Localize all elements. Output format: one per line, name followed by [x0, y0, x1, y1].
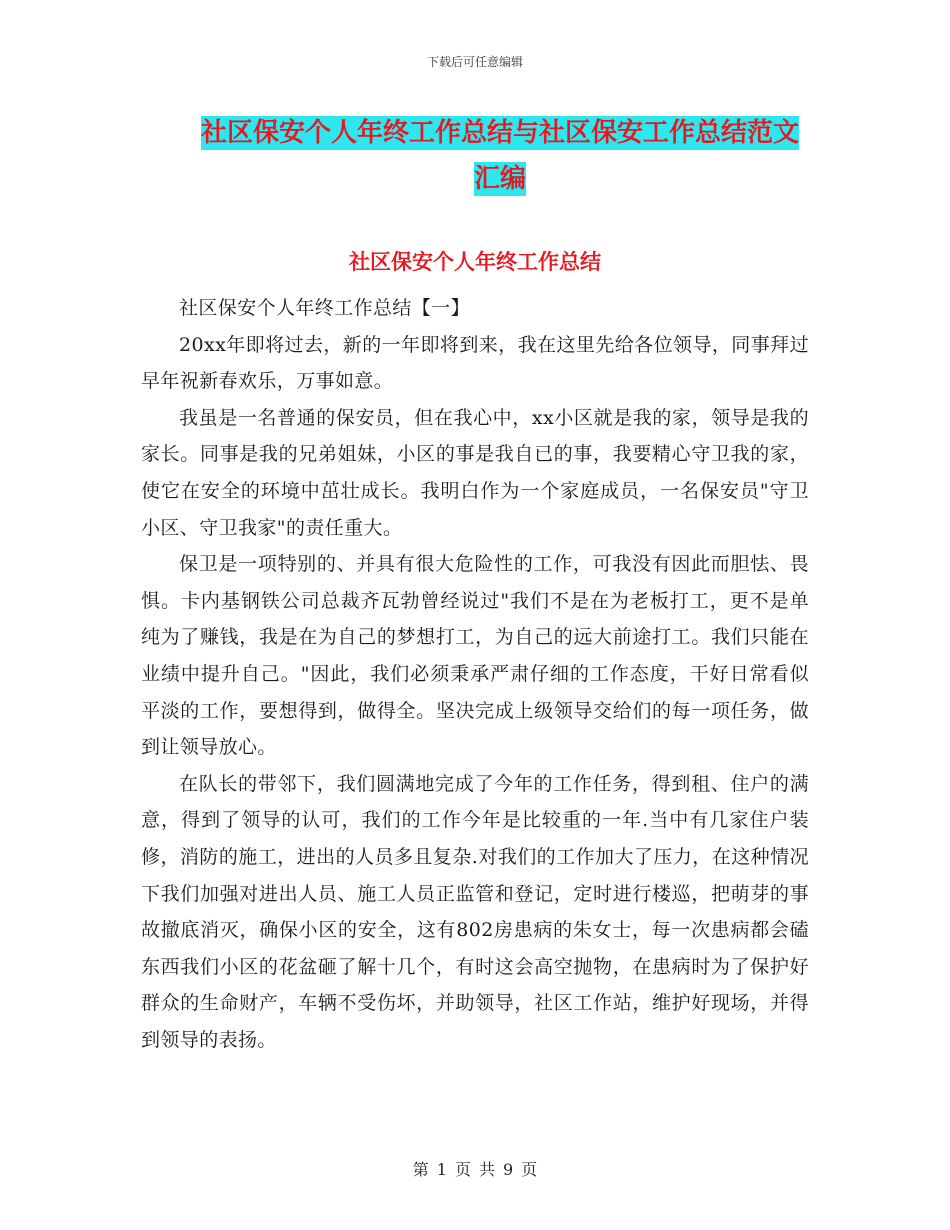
document-body	[141, 290, 809, 1058]
footer-prefix: 第	[412, 1160, 429, 1179]
footer-total-pages: 9	[503, 1160, 514, 1179]
document-title-text: 社区保安个人年终工作总结与社区保安工作总结范文汇编	[200, 118, 799, 194]
paragraph: 20xx年即将过去，新的一年即将到来，我在这里先给各位领导，同事拜过早年祝新春欢乐，万事如意。	[141, 333, 809, 393]
document-title	[190, 110, 810, 202]
footer-total-label: 共	[479, 1160, 496, 1179]
paragraph: 在队长的带邻下，我们圆满地完成了今年的工作任务，得到租、住户的满意，得到了领导的认可，我们的工作今年是比较重的一年.当中有几家住户装修，消防的施工，进出的人员多且复杂.对我们的工作加大了压力，在这种情况下我们加强对进出人员、施工人员正监管和登记，定时进行楼巡，把萌芽的事故撤底消灭，确保小区的安全，这有802房患病的朱女士，每一次患病都会磕东西我们小区的花盆砸了解十几个，有时这会高空抛物，在患病时为了保护好群众的生命财产，车辆不受伤坏，并助领导，社区工作站，维护好现场，并得到领导的表扬。	[141, 772, 809, 1051]
footer-page-number: 1	[436, 1160, 447, 1179]
section-title: 社区保安个人年终工作总结	[349, 250, 601, 274]
page-footer	[0, 1157, 950, 1180]
footer-suffix: 页	[521, 1160, 538, 1179]
footer-page-label: 页	[454, 1160, 471, 1179]
paragraph: 我虽是一名普通的保安员，但在我心中，xx小区就是我的家，领导是我的家长。同事是我的兄弟姐妹，小区的事是我自已的事，我要精心守卫我的家，使它在安全的环境中茁壮成长。我明白作为一个家庭成员，一名保安员"守卫小区、守卫我家"的责任重大。	[141, 406, 809, 539]
paragraph: 社区保安个人年终工作总结【一】	[179, 297, 471, 319]
page-header-note: 下载后可任意编辑	[426, 55, 523, 69]
paragraph: 保卫是一项特别的、并具有很大危险性的工作，可我没有因此而胆怯、畏惧。卡内基钢铁公司总裁齐瓦勃曾经说过"我们不是在为老板打工，更不是单纯为了赚钱，我是在为自己的梦想打工，为自己的远大前途打工。我们只能在业绩中提升自己。"因此，我们必须秉承严肃仔细的工作态度，干好日常看似平淡的工作，要想得到，做得全。坚决完成上级领导交给们的每一项任务，做到让领导放心。	[141, 553, 809, 759]
